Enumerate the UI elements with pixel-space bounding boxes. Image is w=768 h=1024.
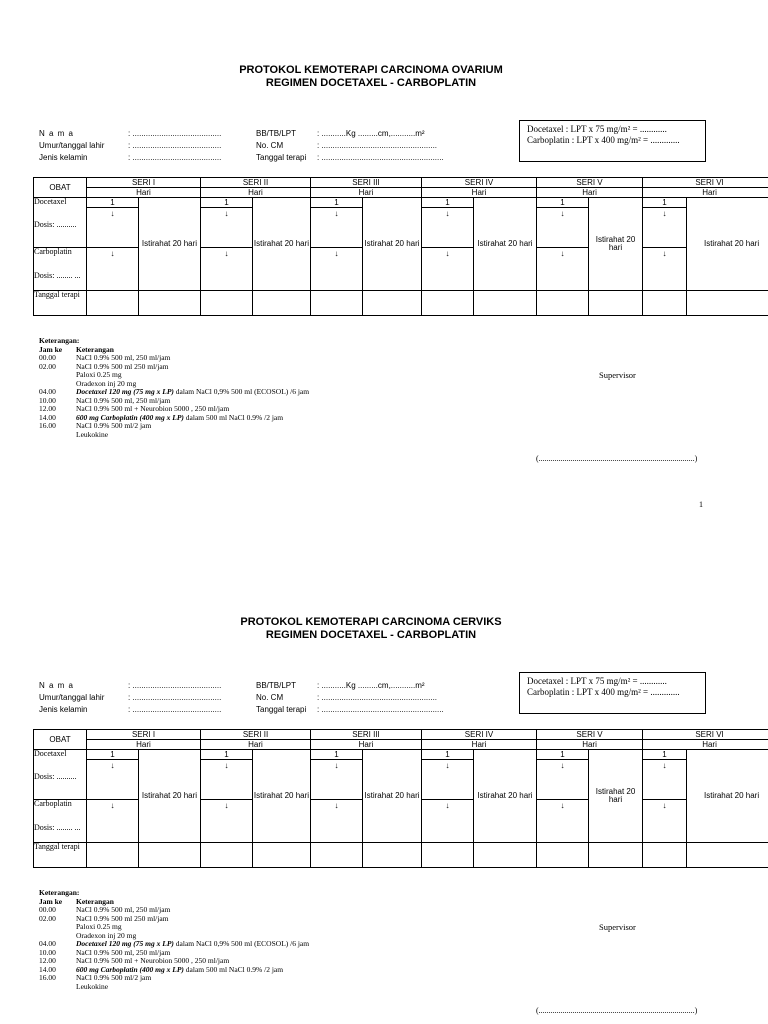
date-cell	[687, 291, 768, 316]
note-time: 00.00	[39, 353, 56, 362]
date-cell	[537, 291, 589, 316]
down-arrow-icon: ↓	[537, 208, 589, 248]
note-desc: Leukokine	[76, 429, 109, 439]
note-desc: dalam NaCl 0,9% 500 ml (ECOSOL) /6 jam	[173, 939, 310, 948]
down-arrow-icon: ↓	[643, 248, 687, 291]
down-arrow-icon: ↓	[87, 248, 139, 291]
note-desc: NaCl 0.9% 500 ml/2 jam	[76, 973, 152, 982]
notes-header: Jam ke Keterangan	[39, 896, 114, 906]
day-number: 1	[201, 198, 253, 208]
date-cell	[311, 291, 363, 316]
date-cell	[687, 843, 768, 868]
date-cell	[201, 843, 253, 868]
tanggal-field: : .......................................................	[317, 153, 444, 162]
umur-label: Umur/tanggal lahir	[39, 693, 105, 702]
down-arrow-icon: ↓	[643, 208, 687, 248]
note-time	[39, 431, 76, 440]
protocol-title: PROTOKOL KEMOTERAPI CARCINOMA CERVIKS REGIMEN DOCETAXEL - CARBOPLATIN	[240, 616, 502, 641]
note-time: 00.00	[39, 905, 56, 914]
series-header: SERI IV	[422, 178, 537, 188]
note-time: 16.00	[39, 973, 56, 982]
docetaxel-row-label: Docetaxel Dosis: ..........	[34, 198, 87, 248]
rest-period: Istirahat 20 hari	[589, 198, 643, 291]
nama-label: N a m a	[39, 681, 75, 690]
down-arrow-icon: ↓	[311, 800, 363, 843]
drug-dose: Docetaxel 120 mg (75 mg x LP)	[76, 939, 174, 948]
down-arrow-icon: ↓	[87, 800, 139, 843]
jenis-label: Jenis kelamin	[39, 705, 88, 714]
date-cell	[474, 843, 537, 868]
date-cell	[87, 843, 139, 868]
rest-period: Istirahat 20 hari	[253, 750, 311, 843]
date-cell	[139, 291, 201, 316]
hari-label: Hari	[537, 188, 643, 198]
note-desc: NaCl 0.9% 500 ml + Neurobion 5000 , 250 ml/jam	[76, 956, 230, 965]
rest-period: Istirahat 20 hari	[589, 750, 643, 843]
day-number: 1	[537, 750, 589, 760]
supervisor-label: Supervisor	[599, 922, 636, 932]
rest-period: Istirahat 20 hari	[253, 198, 311, 291]
bb-label: BB/TB/LPT	[256, 129, 297, 138]
down-arrow-icon: ↓	[87, 208, 139, 248]
date-cell	[253, 843, 311, 868]
rest-period: Istirahat 20 hari	[474, 750, 537, 843]
day-number: 1	[643, 750, 687, 760]
umur-label: Umur/tanggal lahir	[39, 141, 105, 150]
note-desc: NaCl 0.9% 500 ml/2 jam	[76, 421, 152, 430]
docetaxel-formula: Docetaxel : LPT x 75 mg/m² = ............	[527, 676, 667, 686]
hari-label: Hari	[643, 188, 768, 198]
date-cell	[422, 843, 474, 868]
note-desc: dalam 500 ml NaCl 0.9% /2 jam	[183, 412, 284, 422]
bb-field: : ...........Kg .........cm,...........m²	[317, 681, 425, 690]
note-time: 12.00	[39, 404, 56, 413]
hari-label: Hari	[422, 740, 537, 750]
rest-period: Istirahat 20 hari	[687, 198, 768, 291]
note-desc: NaCl 0.9% 500 ml 250 ml/jam	[76, 913, 169, 923]
signature-line: (..............................................................................)	[536, 1006, 698, 1015]
down-arrow-icon: ↓	[201, 208, 253, 248]
day-number: 1	[311, 750, 363, 760]
day-number: 1	[311, 198, 363, 208]
drug-dose: 600 mg Carboplatin (400 mg x LP)	[76, 412, 184, 422]
note-time	[39, 371, 76, 380]
note-time: 10.00	[39, 947, 56, 957]
tanggal-field: : .......................................................	[317, 705, 444, 714]
hari-label: Hari	[537, 740, 643, 750]
note-desc: Oradexon inj 20 mg	[76, 930, 137, 940]
note-desc: dalam 500 ml NaCl 0.9% /2 jam	[183, 964, 284, 974]
nocm-label: No. CM	[256, 693, 284, 702]
down-arrow-icon: ↓	[537, 800, 589, 843]
note-time	[39, 983, 76, 992]
series-header: SERI III	[311, 730, 422, 740]
down-arrow-icon: ↓	[537, 760, 589, 800]
note-desc: NaCl 0.9% 500 ml, 250 ml/jam	[76, 353, 171, 362]
down-arrow-icon: ↓	[311, 760, 363, 800]
nama-field: : ........................................	[128, 681, 222, 690]
carboplatin-formula: Carboplatin : LPT x 400 mg/m² = .............	[527, 135, 680, 145]
note-time: 04.00	[39, 387, 56, 396]
down-arrow-icon: ↓	[311, 248, 363, 291]
drug-dose: Docetaxel 120 mg (75 mg x LP)	[76, 387, 174, 396]
carboplatin-formula: Carboplatin : LPT x 400 mg/m² = .............	[527, 687, 680, 697]
notes-section	[39, 889, 346, 991]
rest-period: Istirahat 20 hari	[139, 750, 201, 843]
supervisor-label: Supervisor	[599, 370, 636, 380]
jenis-label: Jenis kelamin	[39, 153, 88, 162]
hari-label: Hari	[311, 740, 422, 750]
bb-label: BB/TB/LPT	[256, 681, 297, 690]
series-header: SERI VI	[643, 730, 768, 740]
series-header: SERI VI	[643, 178, 768, 188]
docetaxel-row-label: Docetaxel Dosis: ..........	[34, 750, 87, 800]
obat-header: OBAT	[34, 178, 87, 198]
hari-label: Hari	[201, 740, 311, 750]
hari-label: Hari	[87, 188, 201, 198]
date-cell	[253, 291, 311, 316]
rest-period: Istirahat 20 hari	[474, 198, 537, 291]
down-arrow-icon: ↓	[201, 800, 253, 843]
rest-period: Istirahat 20 hari	[363, 198, 422, 291]
day-number: 1	[87, 198, 139, 208]
series-header: SERI V	[537, 730, 643, 740]
down-arrow-icon: ↓	[422, 760, 474, 800]
note-time: 10.00	[39, 395, 56, 405]
hari-label: Hari	[311, 188, 422, 198]
date-cell	[363, 291, 422, 316]
down-arrow-icon: ↓	[643, 760, 687, 800]
note-row	[39, 983, 346, 992]
umur-field: : ........................................	[128, 693, 222, 702]
carboplatin-row-label: Carboplatin Dosis: ........ ...	[34, 248, 87, 291]
note-time: 02.00	[39, 913, 56, 923]
date-cell	[643, 291, 687, 316]
dose-formula-box	[519, 672, 706, 714]
note-desc: NaCl 0.9% 500 ml 250 ml/jam	[76, 361, 169, 371]
umur-field: : ........................................	[128, 141, 222, 150]
down-arrow-icon: ↓	[201, 248, 253, 291]
note-desc: Paloxi 0.25 mg	[76, 370, 122, 379]
series-header: SERI IV	[422, 730, 537, 740]
down-arrow-icon: ↓	[422, 208, 474, 248]
hari-label: Hari	[201, 188, 311, 198]
date-cell	[537, 843, 589, 868]
tanggal-row-label: Tanggal terapi	[34, 843, 87, 868]
notes-section	[39, 337, 346, 439]
rest-period: Istirahat 20 hari	[687, 750, 768, 843]
tanggal-label: Tanggal terapi	[256, 153, 307, 162]
hari-label: Hari	[422, 188, 537, 198]
schedule-table	[33, 177, 768, 316]
note-time: 12.00	[39, 956, 56, 965]
day-number: 1	[87, 750, 139, 760]
jenis-field: : ........................................	[128, 153, 222, 162]
date-cell	[422, 291, 474, 316]
down-arrow-icon: ↓	[537, 248, 589, 291]
drug-dose: 600 mg Carboplatin (400 mg x LP)	[76, 964, 184, 974]
day-number: 1	[422, 198, 474, 208]
note-row	[39, 431, 346, 440]
date-cell	[139, 843, 201, 868]
tanggal-row-label: Tanggal terapi	[34, 291, 87, 316]
note-time: 14.00	[39, 412, 56, 422]
note-desc: NaCl 0.9% 500 ml + Neurobion 5000 , 250 ml/jam	[76, 404, 230, 413]
day-number: 1	[537, 198, 589, 208]
series-header: SERI II	[201, 178, 311, 188]
series-header: SERI V	[537, 178, 643, 188]
down-arrow-icon: ↓	[311, 208, 363, 248]
date-cell	[363, 843, 422, 868]
notes-header: Jam ke Keterangan	[39, 344, 114, 354]
down-arrow-icon: ↓	[422, 248, 474, 291]
date-cell	[201, 291, 253, 316]
nocm-label: No. CM	[256, 141, 284, 150]
date-cell	[589, 291, 643, 316]
jenis-field: : ........................................	[128, 705, 222, 714]
note-desc: Paloxi 0.25 mg	[76, 922, 122, 931]
hari-label: Hari	[643, 740, 768, 750]
nama-field: : ........................................	[128, 129, 222, 138]
note-time: 14.00	[39, 964, 56, 974]
obat-header: OBAT	[34, 730, 87, 750]
series-header: SERI II	[201, 730, 311, 740]
hari-label: Hari	[87, 740, 201, 750]
note-time	[39, 923, 76, 932]
down-arrow-icon: ↓	[87, 760, 139, 800]
down-arrow-icon: ↓	[643, 800, 687, 843]
series-header: SERI I	[87, 178, 201, 188]
dose-formula-box	[519, 120, 706, 162]
notes-heading: Keterangan:	[39, 336, 80, 345]
note-desc: Leukokine	[76, 981, 109, 991]
date-cell	[643, 843, 687, 868]
date-cell	[87, 291, 139, 316]
day-number: 1	[422, 750, 474, 760]
notes-heading: Keterangan:	[39, 888, 80, 897]
bb-field: : ...........Kg .........cm,...........m²	[317, 129, 425, 138]
date-cell	[311, 843, 363, 868]
note-desc: dalam NaCl 0,9% 500 ml (ECOSOL) /6 jam	[173, 387, 310, 396]
note-desc: NaCl 0.9% 500 ml, 250 ml/jam	[76, 947, 171, 957]
note-desc: NaCl 0.9% 500 ml, 250 ml/jam	[76, 395, 171, 405]
date-cell	[589, 843, 643, 868]
signature-line: (..............................................................................)	[536, 454, 698, 463]
down-arrow-icon: ↓	[422, 800, 474, 843]
note-time: 16.00	[39, 421, 56, 430]
series-header: SERI I	[87, 730, 201, 740]
date-cell	[474, 291, 537, 316]
nocm-field: : ....................................................	[317, 141, 438, 150]
note-desc: NaCl 0.9% 500 ml, 250 ml/jam	[76, 905, 171, 914]
note-time: 02.00	[39, 361, 56, 371]
day-number: 1	[201, 750, 253, 760]
tanggal-label: Tanggal terapi	[256, 705, 307, 714]
docetaxel-formula: Docetaxel : LPT x 75 mg/m² = ............	[527, 124, 667, 134]
nocm-field: : ....................................................	[317, 693, 438, 702]
protocol-title: PROTOKOL KEMOTERAPI CARCINOMA OVARIUM REGIMEN DOCETAXEL - CARBOPLATIN	[239, 64, 503, 89]
schedule-table	[33, 729, 768, 868]
series-header: SERI III	[311, 178, 422, 188]
down-arrow-icon: ↓	[201, 760, 253, 800]
note-time: 04.00	[39, 939, 56, 948]
page-number: 1	[699, 500, 703, 509]
day-number: 1	[643, 198, 687, 208]
rest-period: Istirahat 20 hari	[139, 198, 201, 291]
note-desc: Oradexon inj 20 mg	[76, 378, 137, 388]
nama-label: N a m a	[39, 129, 75, 138]
carboplatin-row-label: Carboplatin Dosis: ........ ...	[34, 800, 87, 843]
rest-period: Istirahat 20 hari	[363, 750, 422, 843]
